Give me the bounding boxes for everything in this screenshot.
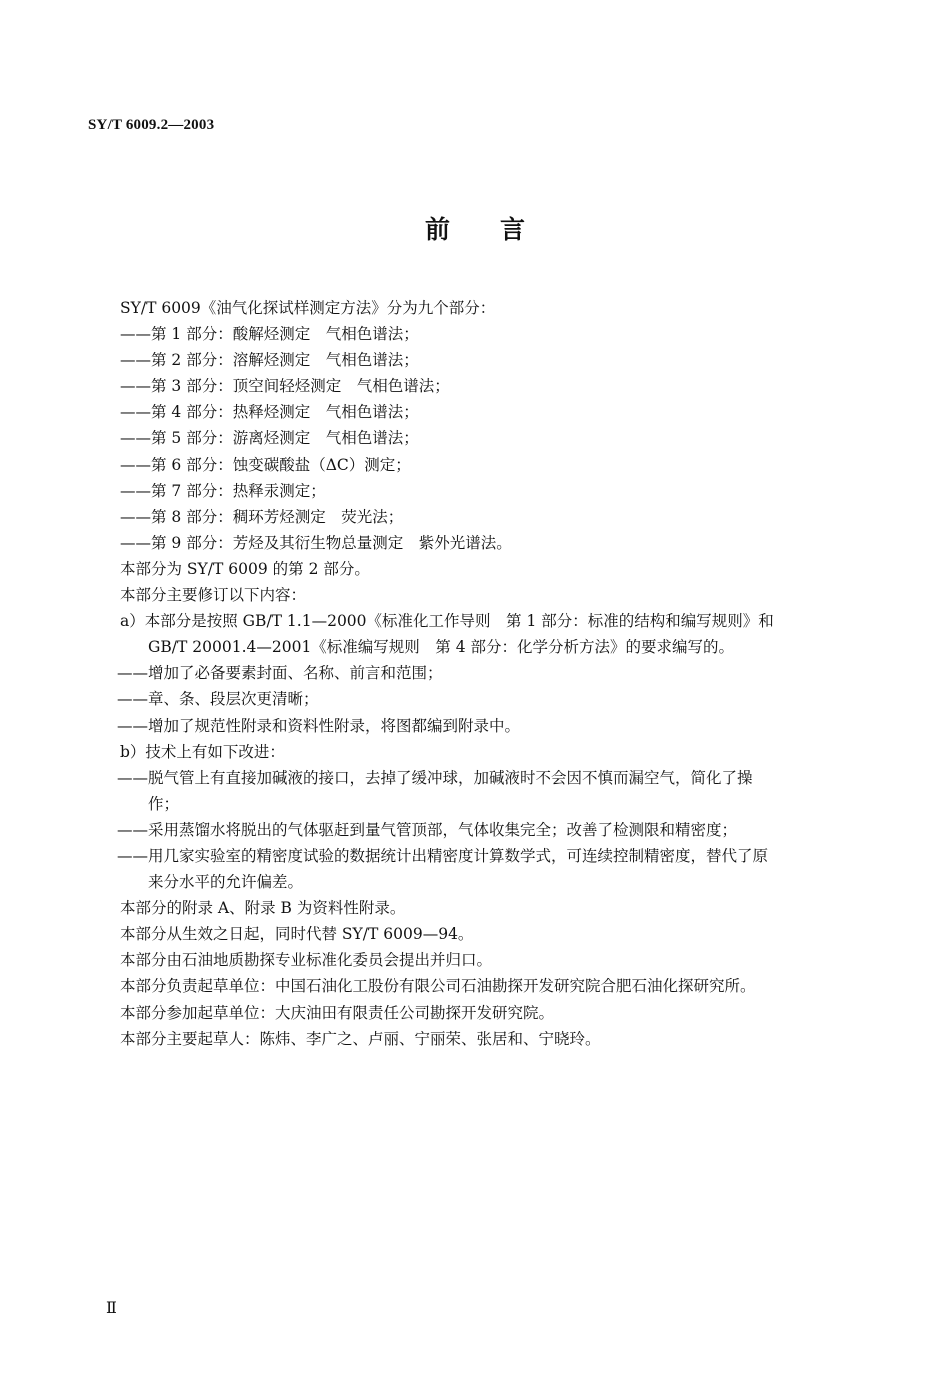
item-b-sub3-line2: 来分水平的允许偏差。 <box>148 873 304 892</box>
part-item: ——第 9 部分：芳烃及其衍生物总量测定 紫外光谱法。 <box>120 533 512 552</box>
closing-paragraph: 本部分从生效之日起，同时代替 SY/T 6009—94。 <box>120 925 474 944</box>
part-item: ——第 6 部分：蚀变碳酸盐（ΔC）测定； <box>120 455 411 474</box>
title-char-1: 前 <box>424 215 450 244</box>
page-number: Ⅱ <box>106 1300 117 1317</box>
item-a-sub: ——章、条、段层次更清晰； <box>117 690 319 709</box>
item-b-sub2: ——采用蒸馏水将脱出的气体驱赶到量气管顶部，气体收集完全；改善了检测限和精密度； <box>117 820 738 839</box>
foreword-body <box>117 295 880 1052</box>
closing-paragraph: 本部分的附录 A、附录 B 为资料性附录。 <box>120 899 406 918</box>
item-b: b）技术上有如下改进： <box>120 742 285 761</box>
part-item: ——第 3 部分：顶空间轻烃测定 气相色谱法； <box>120 377 450 396</box>
part-item: ——第 7 部分：热释汞测定； <box>120 481 326 500</box>
part-item: ——第 5 部分：游离烃测定 气相色谱法； <box>120 429 419 448</box>
standard-code: SY/T 6009.2—2003 <box>88 117 215 133</box>
item-b-sub3-line1: ——用几家实验室的精密度试验的数据统计出精密度计算数学式，可连续控制精密度，替代了原 <box>117 846 769 865</box>
closing-paragraph: 本部分负责起草单位：中国石油化工股份有限公司石油勘探开发研究院合肥石油化探研究所。 <box>120 977 756 996</box>
part-item: ——第 8 部分：稠环芳烃测定 荧光法； <box>120 507 404 526</box>
item-b-sub1-line2: 作； <box>148 794 180 813</box>
item-a-line1 <box>120 608 880 634</box>
this-part-paragraph: 本部分为 SY/T 6009 的第 2 部分。 <box>120 559 370 578</box>
item-a-line2: GB/T 20001.4—2001《标准编写规则 第 4 部分：化学分析方法》的要求编写的。 <box>148 638 735 657</box>
item-a-sub: ——增加了规范性附录和资料性附录，将图都编到附录中。 <box>117 716 521 735</box>
part-item: ——第 4 部分：热释烃测定 气相色谱法； <box>120 403 419 422</box>
title-char-2: 言 <box>500 215 526 244</box>
closing-paragraph: 本部分由石油地质勘探专业标准化委员会提出并归口。 <box>120 951 493 970</box>
page-title <box>0 210 950 246</box>
item-a-text: a）本部分是按照 GB/T 1.1—2000《标准化工作导则 第 1 部分：标准的结构和编写规则》和 <box>120 612 774 631</box>
revision-intro: 本部分主要修订以下内容： <box>120 586 307 605</box>
intro-paragraph: SY/T 6009《油气化探试样测定方法》分为九个部分： <box>120 299 496 317</box>
part-item: ——第 2 部分：溶解烃测定 气相色谱法； <box>120 351 419 370</box>
item-b-sub1-line1: ——脱气管上有直接加碱液的接口，去掉了缓冲球，加碱液时不会因不慎而漏空气，简化了操 <box>117 768 753 787</box>
closing-paragraph: 本部分参加起草单位：大庆油田有限责任公司勘探开发研究院。 <box>120 1003 555 1022</box>
closing-paragraph: 本部分主要起草人：陈炜、李广之、卢丽、宁丽荣、张居和、宁晓玲。 <box>120 1029 601 1048</box>
part-item: ——第 1 部分：酸解烃测定 气相色谱法； <box>120 325 419 344</box>
item-a-sub: ——增加了必备要素封面、名称、前言和范围； <box>117 664 443 683</box>
